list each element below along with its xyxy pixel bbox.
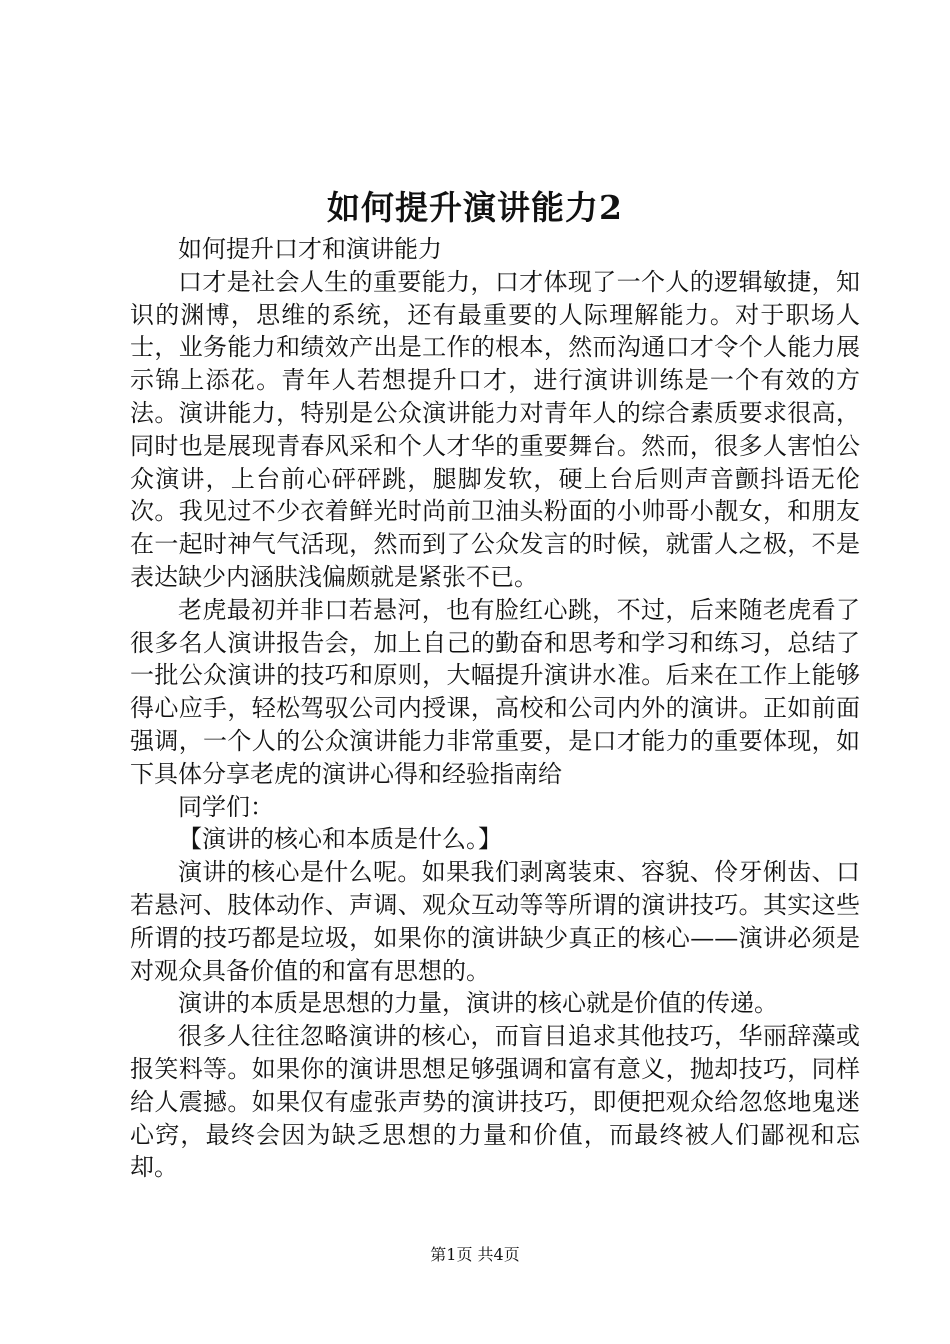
document-body xyxy=(130,233,860,1184)
paragraph: 同学们： xyxy=(178,792,274,821)
section-heading: 【演讲的核心和本质是什么。】 xyxy=(178,825,502,854)
page-footer: 第1页 共4页 xyxy=(430,1245,520,1264)
paragraph: 演讲的本质是思想的力量，演讲的核心就是价值的传递。 xyxy=(178,989,778,1018)
paragraph: 老虎最初并非口若悬河，也有脸红心跳，不过，后来随老虎看了很多名人演讲报告会，加上自己的勤奋和思考和学习和练习，总结了一批公众演讲的技巧和原则，大幅提升演讲水准。后来在工作上能够得心应手，轻松驾驭公司内授课，高校和公司内外的演讲。正如前面强调，一个人的公众演讲能力非常重要，是口才能力的重要体现，如下具体分享老虎的演讲心得和经验指南给 xyxy=(130,595,860,788)
paragraph: 口才是社会人生的重要能力，口才体现了一个人的逻辑敏捷，知识的渊博，思维的系统，还有最重要的人际理解能力。对于职场人士，业务能力和绩效产出是工作的根本，然而沟通口才令个人能力展示锦上添花。青年人若想提升口才，进行演讲训练是一个有效的方法。演讲能力，特别是公众演讲能力对青年人的综合素质要求很高，同时也是展现青春风采和个人才华的重要舞台。然而，很多人害怕公众演讲，上台前心砰砰跳，腿脚发软，硬上台后则声音颤抖语无伦次。我见过不少衣着鲜光时尚前卫油头粉面的小帅哥小靓女，和朋友在一起时神气气活现，然而到了公众发言的时候，就雷人之极，不是表达缺少内涵肤浅偏颇就是紧张不已。 xyxy=(130,267,860,591)
paragraph-subtitle: 如何提升口才和演讲能力 xyxy=(178,235,442,263)
paragraph: 很多人往往忽略演讲的核心，而盲目追求其他技巧，华丽辞藻或报笑料等。如果你的演讲思想足够强调和富有意义，抛却技巧，同样给人震撼。如果仅有虚张声势的演讲技巧，即便把观众给忽悠地鬼迷心窍，最终会因为缺乏思想的力量和价值，而最终被人们鄙视和忘却。 xyxy=(130,1022,860,1182)
paragraph: 演讲的核心是什么呢。如果我们剥离装束、容貌、伶牙俐齿、口若悬河、肢体动作、声调、观众互动等等所谓的演讲技巧。其实这些所谓的技巧都是垃圾，如果你的演讲缺少真正的核心——演讲必须是对观众具备价值的和富有思想的。 xyxy=(130,858,860,985)
document-title: 如何提升演讲能力2 xyxy=(327,188,623,227)
